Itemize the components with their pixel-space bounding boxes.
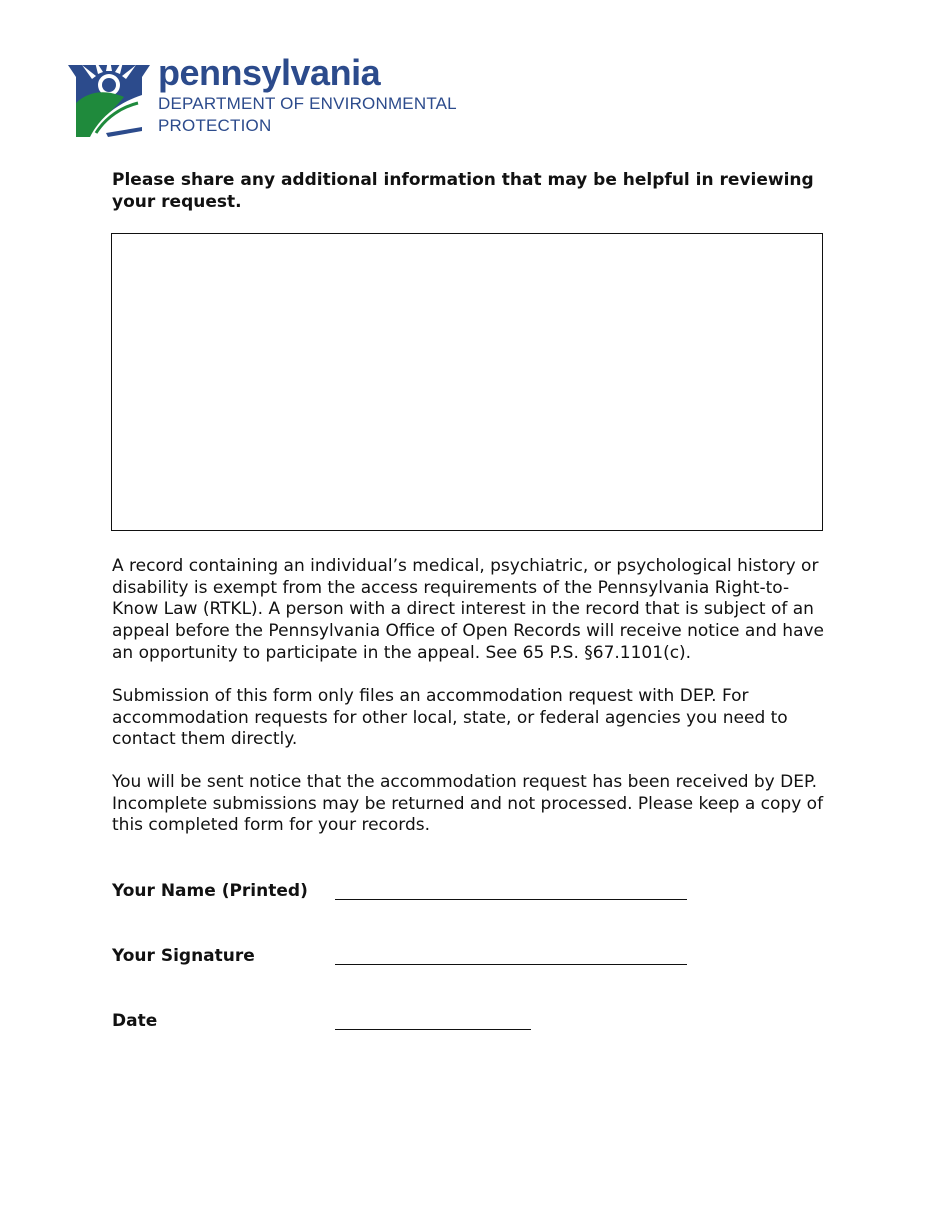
keystone-logo-icon	[66, 53, 152, 137]
printed-name-row	[112, 880, 812, 906]
date-row	[112, 1010, 812, 1036]
department-name-line2: PROTECTION	[158, 116, 272, 135]
printed-name-label: Your Name (Printed)	[112, 881, 308, 901]
notice-paragraph: You will be sent notice that the accommodation request has been received by DEP. Incomplete submissions may be returned and not processed. Please keep a copy of this completed form for your records.	[112, 772, 824, 836]
state-name: pennsylvania	[158, 52, 381, 93]
rtkl-exemption-paragraph: A record containing an individual’s medical, psychiatric, or psychological history or disability is exempt from the access requirements of the Pennsylvania Right-to-Know Law (RTKL). A person with a direct interest in the record that is subject of an appeal before the Pennsylvania Office of Open Records will receive notice and have an opportunity to participate in the appeal. See 65 P.S. §67.1101(c).	[112, 556, 825, 663]
additional-info-prompt: Please share any additional information that may be helpful in reviewing your request.	[112, 170, 814, 212]
additional-info-textbox[interactable]	[111, 233, 823, 531]
department-name-line1: DEPARTMENT OF ENVIRONMENTAL	[158, 94, 457, 113]
signature-label: Your Signature	[112, 946, 255, 966]
signature-row	[112, 945, 812, 971]
submission-scope-paragraph: Submission of this form only files an accommodation request with DEP. For accommodation requests for other local, state, or federal agencies you need to contact them directly.	[112, 686, 788, 750]
printed-name-field[interactable]	[335, 899, 687, 900]
date-label: Date	[112, 1011, 158, 1031]
date-field[interactable]	[335, 1029, 531, 1030]
signature-field[interactable]	[335, 964, 687, 965]
logo-wordmark	[158, 53, 457, 137]
dep-logo	[66, 53, 466, 143]
